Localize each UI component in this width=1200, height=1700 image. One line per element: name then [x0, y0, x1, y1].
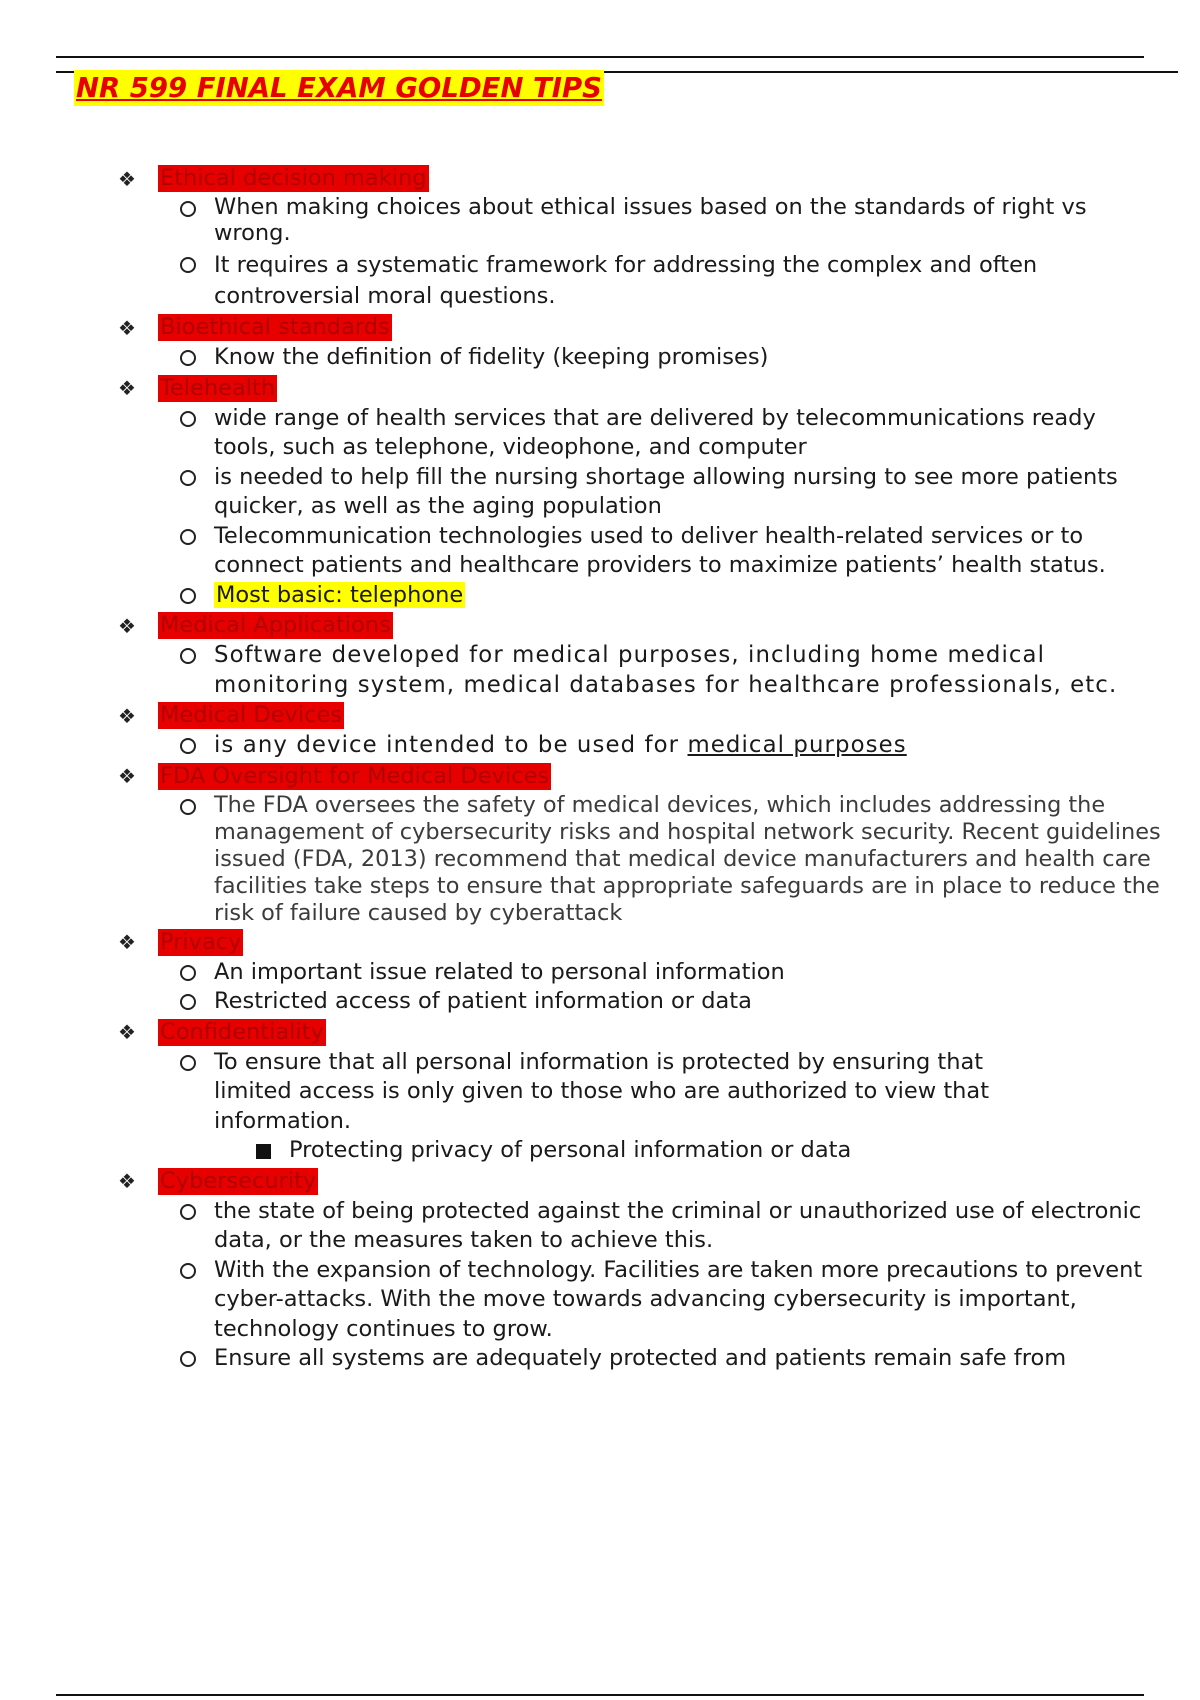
list-item — [180, 1344, 1166, 1374]
underlined-text: medical purposes — [687, 732, 907, 758]
section-heading-label: FDA Oversight for Medical Devices — [160, 762, 550, 789]
list-item-text: Know the definition of fidelity (keeping promises) — [214, 344, 769, 370]
footer-rule — [56, 1694, 1144, 1696]
list-item-text: Restricted access of patient information or data — [214, 988, 752, 1014]
hollow-circle-icon — [180, 799, 196, 815]
hollow-circle-icon — [180, 994, 196, 1010]
hollow-circle-icon — [180, 201, 196, 217]
list-item-text: Ensure all systems are adequately protected and patients remain safe from — [214, 1345, 1067, 1371]
list-item-text: It requires a systematic framework for addressing the complex and often controversial moral questions. — [214, 252, 1038, 309]
list-item — [180, 250, 1166, 312]
list-item — [180, 463, 1166, 522]
list-item-text: An important issue related to personal information — [214, 958, 785, 985]
hollow-circle-icon — [180, 1263, 196, 1279]
list-item-text-part: is any device intended to be used for — [214, 732, 680, 758]
four-diamond-icon: ❖ — [118, 376, 136, 400]
list-item — [180, 194, 1166, 246]
hollow-circle-icon — [180, 350, 196, 366]
list-item-text: is needed to help fill the nursing shortage allowing nursing to see more patients quicker, as well as the aging population — [214, 463, 1118, 519]
list-item-text — [214, 581, 1164, 611]
section-heading — [118, 312, 1166, 343]
sub-list-item-text: Protecting privacy of personal information or data — [289, 1137, 852, 1163]
list-item — [180, 522, 1166, 581]
page-title: NR 599 FINAL EXAM GOLDEN TIPS — [76, 72, 602, 104]
list-item-text: With the expansion of technology. Facilities are taken more precautions to prevent cyber-attacks. With the move towards advancing cybersecurity is important, technology continues to grow. — [214, 1256, 1143, 1342]
four-diamond-icon: ❖ — [118, 1020, 136, 1044]
section-heading-label: Bioethical standards — [160, 314, 390, 340]
section-heading — [118, 163, 1166, 194]
list-item — [180, 731, 1166, 761]
list-item — [180, 792, 1166, 927]
section-heading — [118, 1017, 1166, 1048]
section-heading-label: Ethical decision making — [160, 165, 427, 191]
list-item-text — [214, 731, 1164, 761]
hollow-circle-icon — [180, 1351, 196, 1367]
hollow-circle-icon — [180, 411, 196, 427]
section-heading — [118, 700, 1166, 731]
hollow-circle-icon — [180, 1055, 196, 1071]
section-heading-label: Medical Applications — [160, 612, 391, 638]
section-heading — [118, 761, 1166, 792]
highlighted-text: Most basic: telephone — [216, 581, 464, 608]
section-heading-label: Medical Devices — [160, 702, 343, 728]
list-item — [180, 641, 1166, 700]
list-item — [180, 1197, 1166, 1256]
section-heading-label: Privacy — [160, 928, 242, 955]
filled-square-icon — [256, 1144, 271, 1159]
list-item — [180, 1256, 1166, 1345]
list-item-text: When making choices about ethical issues based on the standards of right vs wrong. — [214, 194, 1087, 246]
hollow-circle-icon — [180, 529, 196, 545]
four-diamond-icon: ❖ — [118, 764, 136, 788]
hollow-circle-icon — [180, 648, 196, 664]
four-diamond-icon: ❖ — [118, 703, 136, 728]
list-item — [180, 958, 1166, 988]
hollow-circle-icon — [180, 1204, 196, 1220]
section-heading — [118, 373, 1166, 404]
section-heading-label: Telehealth — [160, 374, 276, 401]
list-item-text: wide range of health services that are delivered by telecommunications ready tools, such as telephone, videophone, and computer — [214, 404, 1096, 460]
hollow-circle-icon — [180, 965, 196, 981]
header-rule-top — [56, 56, 1144, 58]
section-heading — [118, 1166, 1166, 1197]
four-diamond-icon: ❖ — [118, 166, 136, 191]
list-item-text: Telecommunication technologies used to deliver health-related services or to connect patients and healthcare providers to maximize patients’ health status. — [214, 522, 1106, 578]
list-item-text: the state of being protected against the criminal or unauthorized use of electronic data, or the measures taken to achieve this. — [214, 1197, 1142, 1253]
hollow-circle-icon — [180, 470, 196, 486]
section-heading-label: Cybersecurity — [160, 1167, 317, 1194]
list-item — [180, 1048, 1166, 1137]
four-diamond-icon: ❖ — [118, 613, 136, 638]
outline — [118, 163, 1166, 1374]
hollow-circle-icon — [180, 588, 196, 604]
section-heading — [118, 927, 1166, 958]
list-item — [180, 343, 1166, 373]
four-diamond-icon: ❖ — [118, 930, 136, 954]
list-item-text: The FDA oversees the safety of medical devices, which includes addressing the management of cybersecurity risks and hospital network security. Recent guidelines issued (FDA, 2013) recommend that medical device manufacturers and health care facilities take steps to ensure that appropriate safeguards are in place to reduce the risk of failure caused by cyberattack — [214, 791, 1161, 926]
sub-list-item — [256, 1136, 1166, 1166]
hollow-circle-icon — [180, 738, 196, 754]
four-diamond-icon: ❖ — [118, 315, 136, 340]
list-item — [180, 404, 1166, 463]
section-heading — [118, 610, 1166, 641]
list-item-text: Software developed for medical purposes, including home medical monitoring system, medical databases for healthcare professionals, etc. — [214, 642, 1118, 698]
list-item-text: To ensure that all personal information is protected by ensuring that limited access is only given to those who are authorized to view that information. — [214, 1048, 990, 1134]
list-item — [180, 581, 1166, 611]
four-diamond-icon: ❖ — [118, 1169, 136, 1193]
list-item — [180, 987, 1166, 1017]
section-heading-label: Confidentiality — [160, 1018, 324, 1045]
hollow-circle-icon — [180, 257, 196, 273]
